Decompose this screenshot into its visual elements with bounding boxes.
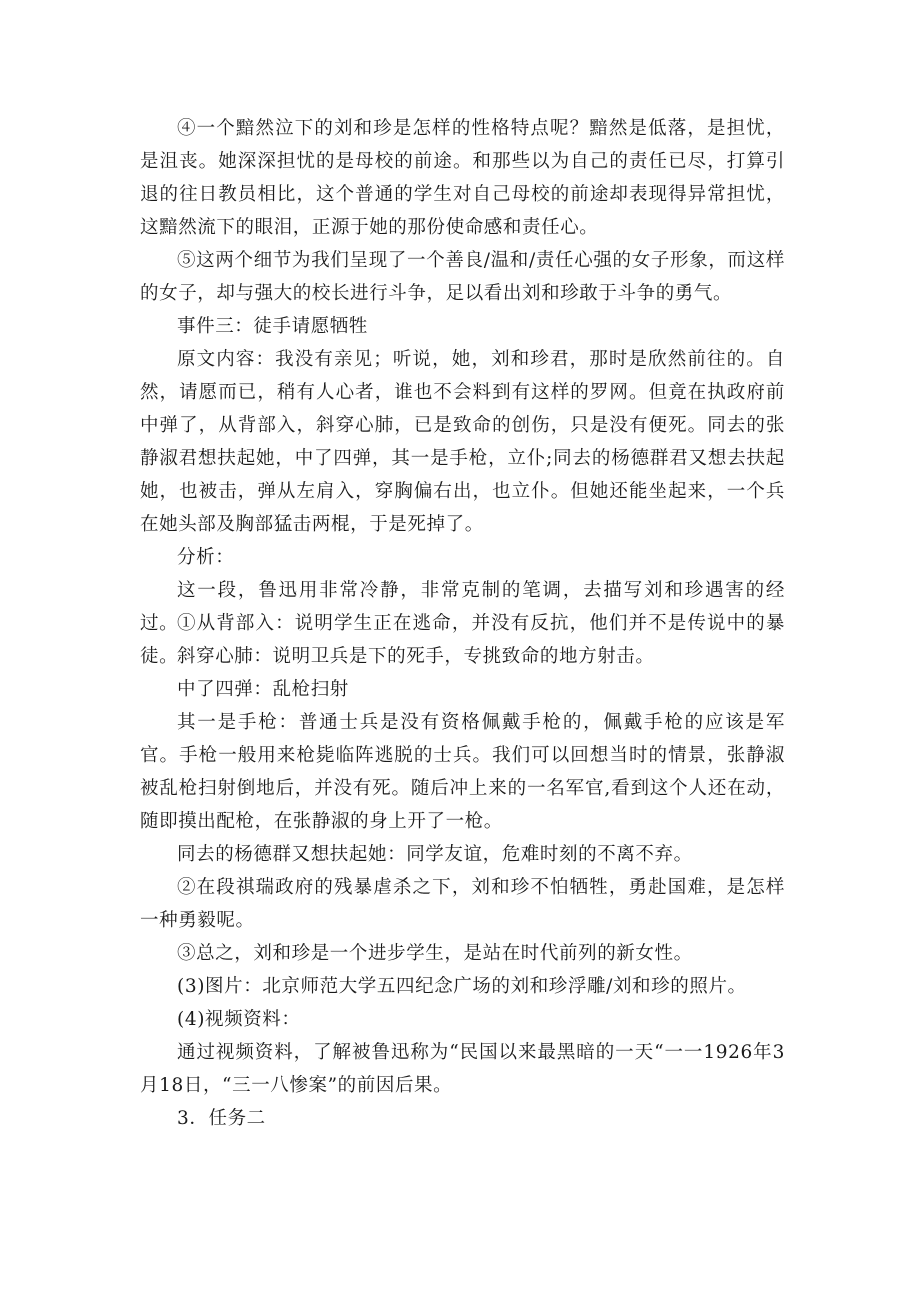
paragraph-point-pistol: 其一是手枪：普通士兵是没有资格佩戴手枪的，佩戴手枪的应该是军官。手枪一般用来枪毙临阵逃脱的士兵。我们可以回想当时的情景，张静淑被乱枪扫射倒地后，并没有死。随后冲上来的一名军官,看到这个人还在动，随即摸出配枪，在张静淑的身上开了一枪。	[140, 712, 785, 832]
paragraph-analysis-intro: 这一段，鲁迅用非常冷静，非常克制的笔调，去描写刘和珍遇害的经过。	[140, 580, 785, 634]
paragraph-point-1: ①从背部入：说明学生正在逃命，并没有反抗，他们并不是传说中的暴徒。	[140, 613, 785, 667]
paragraph-point-heart: 斜穿心肺：说明卫兵是下的死手，专挑致命的地方射击。	[177, 646, 655, 667]
paragraph-point-four-shots: 中了四弹：乱枪扫射	[177, 679, 349, 700]
paragraph-analysis-4: ④一个黯然泣下的刘和珍是怎样的性格特点呢？黯然是低落，是担忧，是沮丧。她深深担忧的是母校的前途。和那些以为自己的责任已尽，打算引退的往日教员相比，这个普通的学生对自己母校的前途却表现得异常担忧，这黯然流下的眼泪，正源于她的那份使命感和责任心。	[140, 118, 785, 238]
paragraph-analysis-5: ⑤这两个细节为我们呈现了一个善良/温和/责任心强的女子形象，而这样的女子，却与强大的校长进行斗争，足以看出刘和珍敢于斗争的勇气。	[140, 250, 785, 304]
paragraph-original-text: 原文内容：我没有亲见；听说，她，刘和珍君，那时是欣然前往的。自然，请愿而已，稍有人心者，谁也不会料到有这样的罗网。但竟在执政府前中弹了，从背部入，斜穿心肺，已是致命的创伤，只是没有便死。同去的张静淑君想扶起她，中了四弹，其一是手枪，立仆;同去的杨德群君又想去扶起她，也被击，弹从左肩入，穿胸偏右出，也立仆。但她还能坐起来，一个兵在她头部及胸部猛击两棍，于是死掉了。	[140, 349, 785, 535]
section-heading-task-2: 3．任务二	[177, 1108, 266, 1129]
label-analysis: 分析：	[177, 547, 235, 568]
paragraph-point-3: ③总之，刘和珍是一个进步学生，是站在时代前列的新女性。	[177, 943, 693, 964]
paragraph-point-friendship: 同去的杨德群又想扶起她：同学友谊，危难时刻的不离不弃。	[177, 844, 693, 865]
section-heading-event-3: 事件三：徒手请愿牺牲	[177, 316, 369, 337]
paragraph-video-description: 通过视频资料，了解被鲁迅称为“民国以来最黑暗的一天“一一1926年3月18日，“三一八惨案”的前因后果。	[140, 1042, 785, 1096]
paragraph-point-2: ②在段祺瑞政府的残暴虐杀之下，刘和珍不怕牺牲，勇赴国难，是怎样一种勇毅呢。	[140, 877, 785, 931]
paragraph-item-3-pictures: (3)图片：北京师范大学五四纪念广场的刘和珍浮雕/刘和珍的照片。	[177, 976, 747, 997]
paragraph-item-4-video: (4)视频资料：	[177, 1009, 301, 1030]
